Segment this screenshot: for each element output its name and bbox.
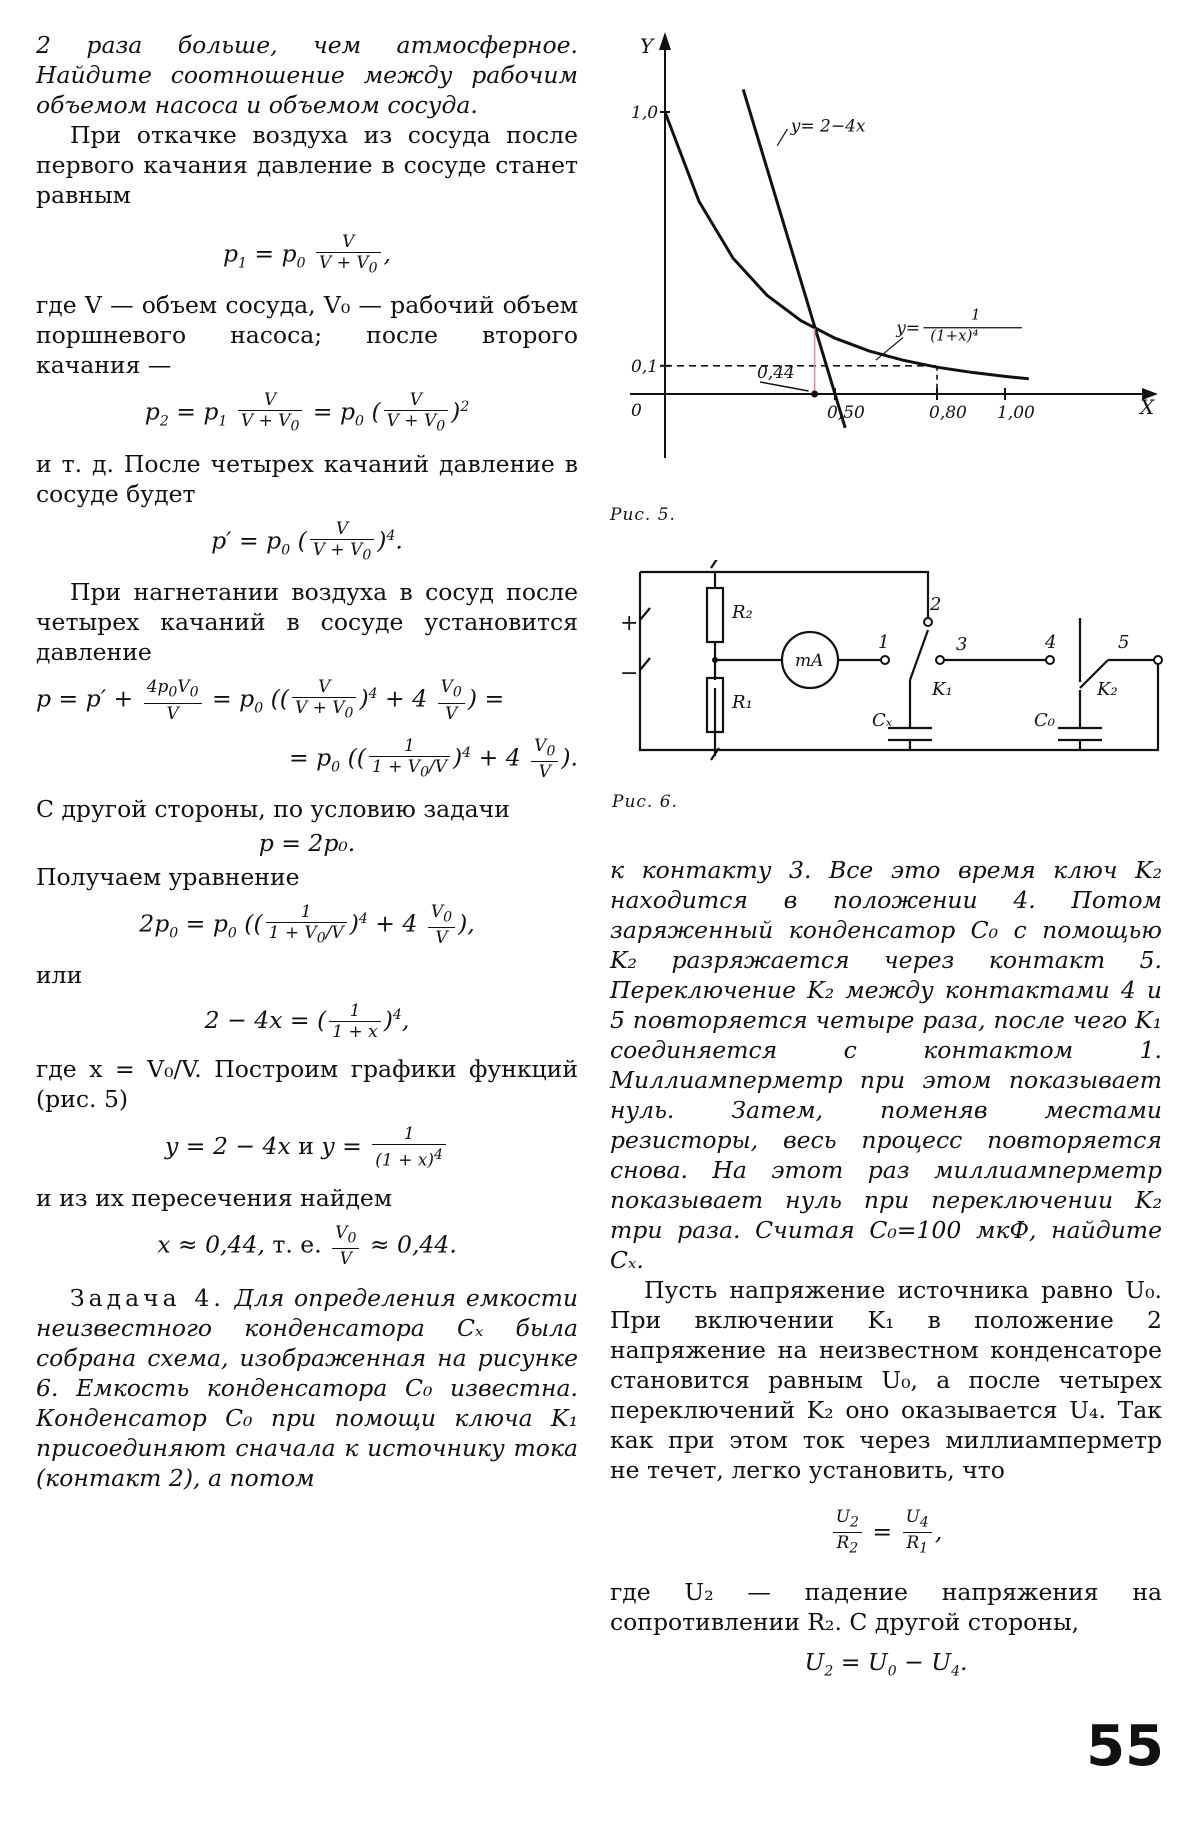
equation-2p0: $2p_0 = p_0$ (( $\frac{1}{1 + V_0/V}$ )$^4$ + 4 $\frac{V_0}{V}$ ),: [139, 901, 475, 949]
contact-4-dot: [1046, 656, 1054, 664]
label-k2: K₂: [1097, 679, 1118, 700]
other-side-paragraph: С другой стороны, по условию задачи: [36, 794, 510, 823]
equation-pprime: $p' = p_0$ ( $\frac{V}{V + V_0}$ )$^4$.: [211, 518, 403, 564]
resistor-r2: [707, 588, 723, 642]
inject-paragraph: При нагнетании воздуха в сосуд после четырех качаний в сосуде установится давление: [36, 578, 578, 667]
y-tick-label: 1,0: [631, 103, 659, 123]
intersection-point: [811, 391, 818, 398]
intersection-pointer: [760, 382, 809, 391]
equation-2-4x: 2 − 4x = ( $\frac{1}{1 + x}$ )$^4$,: [204, 1001, 410, 1043]
equation-p-2p0: p = 2p₀.: [258, 828, 356, 857]
curve-label-numerator: 1: [971, 305, 981, 324]
y-tick-label: 0: [631, 401, 642, 421]
task4-text: Для определения емкости неизвестного конденсатора Cₓ была собрана схема, изображенная на рисунке 6. Емкость конденсатора C₀ известна. Конденсатор C₀ при помощи ключа K₁ присоединяют сначала к источнику тока (контакт 2), а потом: [36, 1284, 578, 1493]
label-contact-4: 4: [1045, 632, 1057, 653]
find-paragraph: и из их пересечения найдем: [36, 1183, 393, 1212]
get-equation-paragraph: Получаем уравнение: [36, 862, 300, 891]
label-ma: mA: [795, 651, 824, 671]
label-r2: R₂: [732, 602, 753, 623]
curve-label-y: y=: [896, 318, 921, 339]
x-axis-label: X: [1140, 395, 1155, 419]
label-contact-3: 3: [956, 634, 968, 655]
equation-x-result: x ≈ 0,44, т. е. $\frac{V_0}{V}$ ≈ 0,44.: [157, 1222, 457, 1270]
left-column: [36, 30, 578, 1493]
contact-1-dot: [881, 656, 889, 664]
circuit-top-wire: [640, 572, 928, 618]
equation-p2: $p_2 = p_1$ $\frac{V}{V + V_0}$ = $p_0$ ( $\frac{V}{V + V_0}$ )$^2$: [144, 390, 470, 435]
label-r1: R₁: [732, 692, 753, 713]
or-paragraph: или: [36, 961, 83, 990]
capacitor-cx: [888, 720, 932, 750]
intro-paragraph: 2 раза больше, чем атмосферное. Найдите соотношение между рабочим объемом насоса и объемом сосуда.: [36, 31, 578, 119]
line-label-leader: [777, 129, 787, 146]
x-tick-label: 0,80: [929, 403, 967, 423]
equation-functions: y = 2 − 4x и y = $\frac{1}{(1 + x)^4}$: [36, 1124, 578, 1171]
label-plus: +: [620, 611, 639, 636]
label-cx: Cₓ: [872, 710, 893, 731]
u0-paragraph: Пусть напряжение источника равно U₀. При включении K₁ в положение 2 напряжение на неизвестном конденсаторе становится равным U₀, а после четырех переключений K₂ оно оказывается U₄. Так как при этом ток через миллиамперметр не течет, легко установить, что: [610, 1276, 1162, 1484]
node-dot: [712, 657, 718, 663]
contact-2-dot: [924, 618, 932, 626]
line-series-label: y= 2−4x: [790, 116, 866, 137]
contact-5-dot: [1154, 656, 1162, 664]
equation-u2: $U_2 = U_0 - U_4$.: [804, 1647, 968, 1680]
figure-5-caption: Рис. 5.: [610, 505, 676, 525]
figure-6-caption: Рис. 6.: [612, 792, 678, 812]
y-tick-label: 0,1: [631, 356, 659, 377]
y-axis-arrow: [659, 32, 671, 50]
figure-6-circuit: [610, 560, 1170, 785]
curve-label-denominator: (1+x)⁴: [930, 326, 979, 345]
chart-axes: [630, 32, 1158, 458]
x-tick-label: 0,50: [827, 403, 865, 423]
contact-3-dot: [936, 656, 944, 664]
equation-ratio: $\frac{U_2}{R_2}$ = $\frac{U_4}{R_1}$ ,: [610, 1507, 1162, 1559]
equation-p-line1: p = p′ + $\frac{4p_0V_0}{V}$ = $p_0$ (( $\frac{V}{V + V_0}$ )$^4$ + 4 $\frac{V_0}{V}$ ) =: [36, 677, 505, 724]
figure-5-chart: [610, 28, 1170, 478]
page-number: 55: [1086, 1714, 1164, 1779]
switch-k1: [910, 630, 928, 720]
where-paragraph: где V — объем сосуда, V₀ — рабочий объем поршневого насоса; после второго качания —: [36, 291, 578, 380]
task4-continuation: к контакту 3. Все это время ключ K₂ находится в положении 4. Потом заряженный конденсатор C₀ с помощью K₂ разряжается через контакт 5. Переключение K₂ между контактами 4 и 5 повторяется четыре раза, после чего K₁ соединяется с контактом 1. Миллиамперметр при этом показывает нуль. Затем, поменяв местами резисторы, весь процесс повторяется снова. На этот раз миллиамперметр показывает нуль при переключении K₂ три раза. Считая C₀=100 мкФ, найдите Cₓ.: [610, 856, 1162, 1274]
k2-lever: [1080, 660, 1158, 688]
label-contact-1: 1: [878, 632, 890, 653]
u2-paragraph: где U₂ — падение напряжения на сопротивлении R₂. С другой стороны,: [610, 1577, 1162, 1636]
capacitor-c0: [1058, 720, 1102, 750]
label-k1: K₁: [932, 679, 953, 700]
task4-paragraph: [36, 1283, 578, 1493]
label-contact-2: 2: [930, 594, 942, 615]
right-column: [610, 855, 1162, 1698]
equation-p1: $p_1 = p_0$ $\frac{V}{V + V_0}$ ,: [222, 232, 392, 277]
x-tick-label: 1,00: [997, 403, 1035, 423]
equation-p-line2: = $p_0$ (( $\frac{1}{1 + V_0/V}$ )$^4$ + 4 $\frac{V_0}{V}$ ).: [288, 735, 578, 782]
label-contact-5: 5: [1118, 632, 1130, 653]
label-minus: −: [620, 661, 639, 686]
y-axis-label: Y: [640, 34, 654, 58]
task4-label: Задача 4.: [70, 1284, 225, 1313]
label-c0: C₀: [1034, 710, 1055, 731]
intersection-label: 0,44: [757, 363, 795, 383]
four-pumps-paragraph: и т. д. После четырех качаний давление в сосуде будет: [36, 449, 578, 508]
x-definition-paragraph: где x = V₀/V. Построим графики функций (рис. 5): [36, 1055, 578, 1114]
pump-paragraph: При откачке воздуха из сосуда после первого качания давление в сосуде станет равным: [36, 121, 578, 209]
